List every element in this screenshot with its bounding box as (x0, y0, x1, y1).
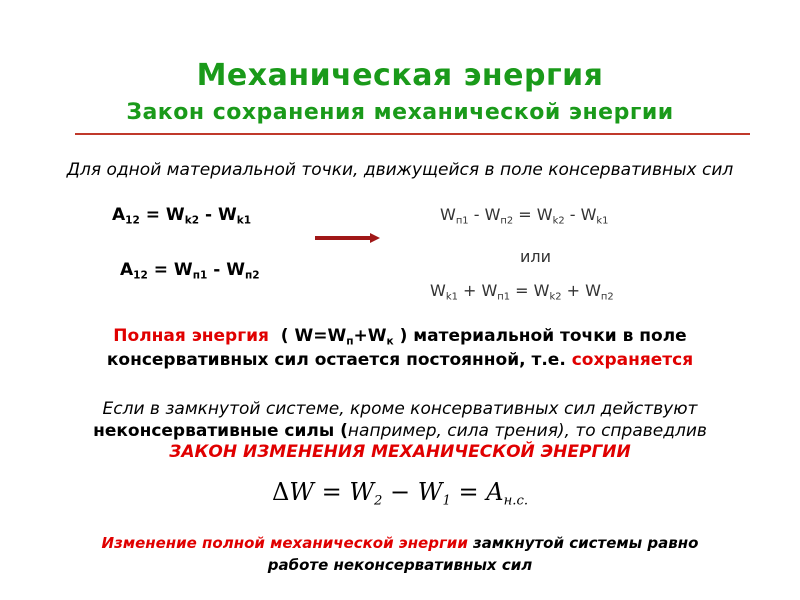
title-divider (75, 133, 750, 135)
conclusion-text: Изменение полной механической энергии замкнутой системы равно работе неконсервативных сил (101, 534, 699, 574)
work-kinetic-equation: $A_{12} = W_{k2} - W_{k1}$ (112, 205, 252, 227)
full-energy-statement: Полная энергия ( $W=W_п+W_к$ ) материальной точки в поле консервативных сил остается постоянной, т.е. сохраняется (106, 326, 694, 370)
page-subtitle: Закон сохранения механической энергии (126, 100, 674, 125)
implication-arrow-icon (315, 232, 380, 244)
page-title: Механическая энергия (196, 58, 604, 93)
energy-change-formula: $\Delta W = W_2 - W_1 = A_{н.с.}$ (271, 478, 529, 509)
or-label: или (520, 247, 552, 266)
conserved-word: сохраняется (571, 350, 694, 370)
nonconservative-condition: Если в замкнутой системе, кроме консервативных сил действуют неконсервативные силы (например, сила трения), то справедлив (93, 399, 707, 441)
work-potential-equation: $A_{12} = W_{п1} - W_{п2}$ (120, 260, 260, 282)
energy-balance-equation: $W_{п1} - W_{п2} = W_{k2} - W_{k1}$ (440, 205, 609, 227)
energy-conservation-equation: $W_{k1} + W_{п1} = W_{k2} + W_{п2}$ (430, 281, 614, 303)
law-title: ЗАКОН ИЗМЕНЕНИЯ МЕХАНИЧЕСКОЙ ЭНЕРГИИ (169, 442, 631, 462)
full-energy-label: Полная энергия (113, 326, 269, 346)
intro-text: Для одной материальной точки, движущейся в поле консервативных сил (66, 160, 734, 180)
